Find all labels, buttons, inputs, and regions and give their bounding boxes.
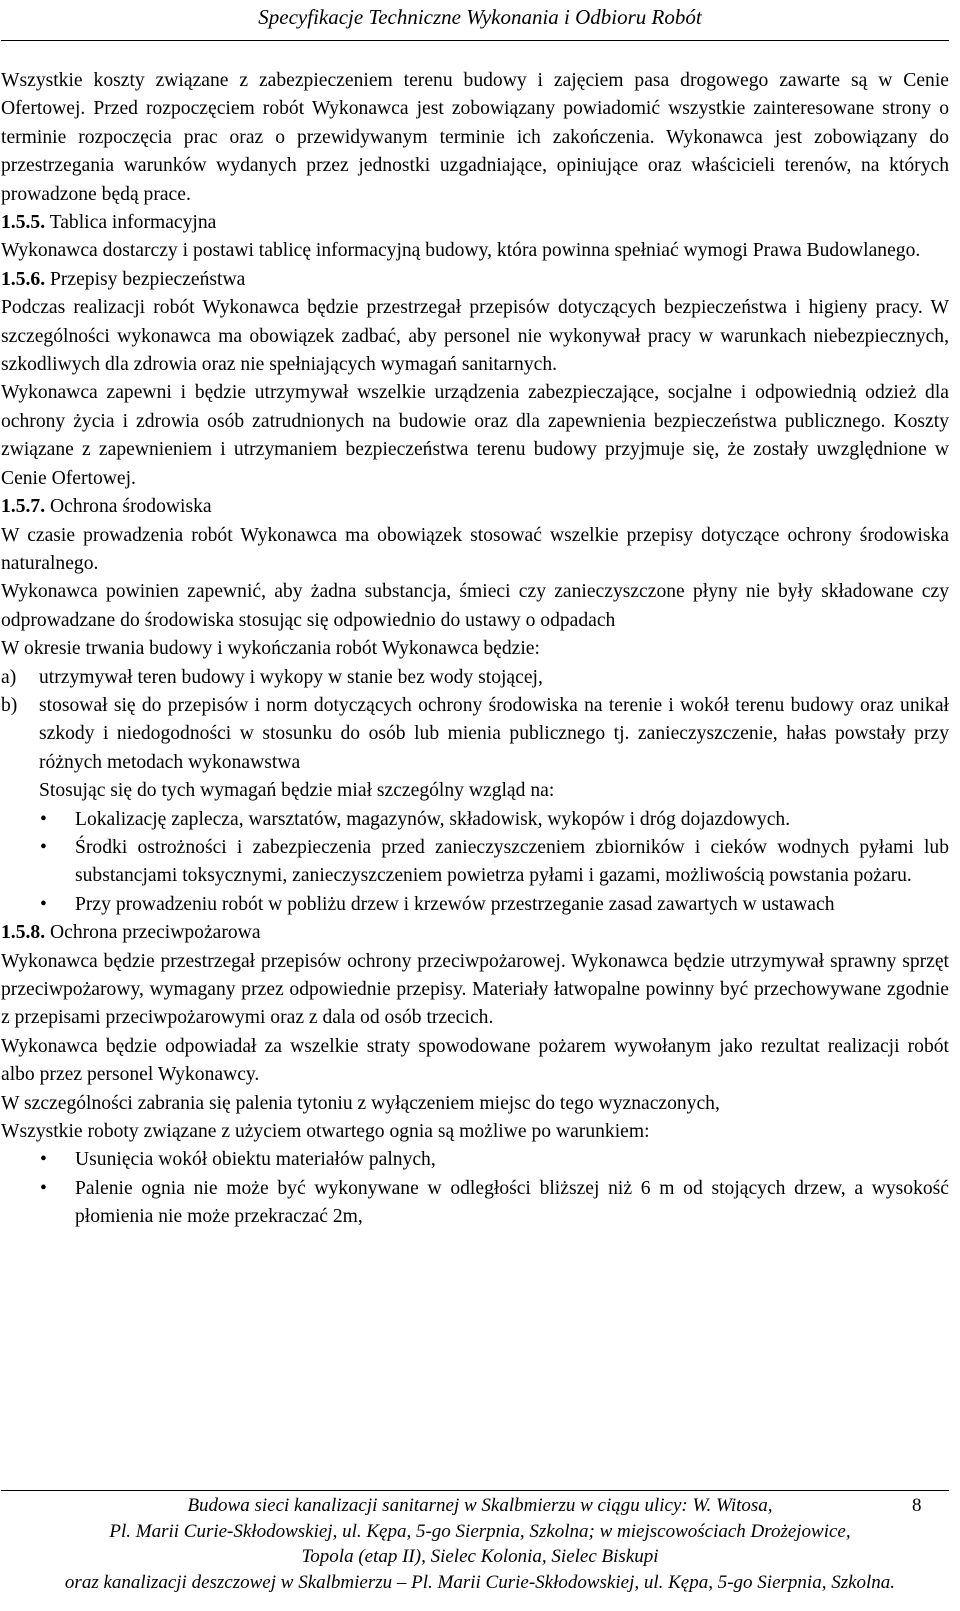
section-number: 1.5.7.	[1, 496, 46, 518]
list-item-text: stosował się do przepisów i norm dotyczących ochrony środowiska na terenie i wokół terenu budowy oraz unikał szkody i niedogodności w stosunku do osób lub mienia publicznego tj. zanieczyszczenie, hałas powstały przy różnych metodach wykonawstwa	[39, 694, 949, 773]
bullet-item	[1, 1175, 949, 1232]
bullet-icon: •	[40, 1177, 47, 1199]
list-marker: b)	[1, 694, 18, 716]
list-marker: a)	[1, 666, 17, 688]
bullet-item	[1, 891, 949, 919]
paragraph: Wszystkie roboty związane z użyciem otwartego ognia są możliwe po warunkiem:	[1, 1121, 650, 1143]
bullet-icon: •	[40, 893, 47, 915]
bullet-icon: •	[40, 836, 47, 858]
section-title: Tablica informacyjna	[45, 212, 217, 234]
paragraph: Wykonawca będzie odpowiadał za wszelkie straty spowodowane pożarem wywołanym jako rezultat realizacji robót albo przez personel Wykonawcy.	[1, 1035, 949, 1086]
page-number: 8	[912, 1495, 922, 1516]
bullet-item	[1, 834, 949, 891]
page-footer	[0, 1493, 960, 1595]
paragraph: Wykonawca dostarczy i postawi tablicę informacyjną budowy, która powinna spełniać wymogi Prawa Budowlanego.	[1, 240, 921, 262]
paragraph: Wykonawca zapewni i będzie utrzymywał wszelkie urządzenia zabezpieczające, socjalne i odpowiednią odzież dla ochrony życia i zdrowia osób zatrudnionych na budowie oraz dla zapewnienia bezpieczeństwa publicznego. Koszty związane z zapewnieniem i utrzymaniem bezpieczeństwa terenu budowy przyjmuje się, że zostały uwzględnione w Cenie Ofertowej.	[1, 382, 949, 489]
paragraph: Podczas realizacji robót Wykonawca będzie przestrzegał przepisów dotyczących bezpieczeństwa i higieny pracy. W szczególności wykonawca ma obowiązek zadbać, aby personel nie wykonywał pracy w warunkach niebezpiecznych, szkodliwych dla zdrowia oraz nie spełniających wymagań sanitarnych.	[1, 297, 949, 376]
list-item-text: utrzymywał teren budowy i wykopy w stanie bez wody stojącej,	[39, 666, 543, 688]
section-title: Ochrona przeciwpożarowa	[45, 922, 261, 944]
section-title: Przepisy bezpieczeństwa	[45, 268, 246, 290]
list-item-a	[1, 664, 949, 692]
paragraph: W czasie prowadzenia robót Wykonawca ma obowiązek stosować wszelkie przepisy dotyczące ochrony środowiska naturalnego.	[1, 524, 949, 574]
bullet-icon: •	[40, 1149, 47, 1171]
list-item-b	[1, 692, 949, 777]
header-divider	[1, 40, 949, 41]
section-title: Ochrona środowiska	[45, 496, 212, 518]
section-number: 1.5.8.	[1, 922, 46, 944]
section-heading-1-5-5	[1, 209, 949, 237]
bullet-item	[1, 1146, 949, 1174]
paragraph: Wykonawca powinien zapewnić, aby żadna substancja, śmieci czy zanieczyszczone płyny nie były składowane czy odprowadzane do środowiska stosując się odpowiednio do ustawy o odpadach	[1, 581, 949, 631]
paragraph: W szczególności zabrania się palenia tytoniu z wyłączeniem miejsc do tego wyznaczonych,	[1, 1092, 720, 1114]
section-heading-1-5-6	[1, 266, 949, 294]
section-heading-1-5-7	[1, 493, 949, 521]
section-number: 1.5.5.	[1, 212, 46, 234]
paragraph: W okresie trwania budowy i wykończania robót Wykonawca będzie:	[1, 638, 540, 660]
page-header: Specyfikacje Techniczne Wykonania i Odbioru Robót	[258, 5, 702, 29]
bullet-text: Przy prowadzeniu robót w pobliżu drzew i krzewów przestrzeganie zasad zawartych w ustawach	[75, 893, 835, 915]
paragraph: Wykonawca będzie przestrzegał przepisów ochrony przeciwpożarowej. Wykonawca będzie utrzymywał sprawny sprzęt przeciwpożarowy, wymagany przez odpowiednie przepisy. Materiały łatwopalne powinny być przechowywane zgodnie z przepisami przeciwpożarowymi oraz z dala od osób trzecich.	[1, 950, 949, 1029]
bullet-icon: •	[40, 808, 47, 830]
footer-line: Budowa sieci kanalizacji sanitarnej w Skalbmierzu w ciągu ulicy: W. Witosa,	[187, 1495, 773, 1516]
footer-divider	[1, 1490, 949, 1491]
section-heading-1-5-8	[1, 919, 949, 947]
bullet-item	[1, 806, 949, 834]
footer-line: Pl. Marii Curie-Skłodowskiej, ul. Kępa, 5-go Sierpnia, Szkolna; w miejscowościach Drożejowice,	[109, 1520, 851, 1542]
bullet-text: Usunięcia wokół obiektu materiałów palnych,	[75, 1149, 436, 1171]
section-number: 1.5.6.	[1, 268, 46, 290]
paragraph: Wszystkie koszty związane z zabezpieczeniem terenu budowy i zajęciem pasa drogowego zawarte są w Cenie Ofertowej. Przed rozpoczęciem robót Wykonawca jest zobowiązany powiadomić wszystkie zainteresowane strony o terminie rozpoczęcia prac oraz o przewidywanym terminie ich zakończenia. Wykonawca jest zobowiązany do przestrzegania warunków wydanych przez jednostki uzgadniające, opiniujące oraz właścicieli terenów, na których prowadzone będą prace.	[1, 70, 949, 205]
footer-line: Topola (etap II), Sielec Kolonia, Sielec Biskupi	[301, 1546, 659, 1567]
bullet-text: Środki ostrożności i zabezpieczenia przed zanieczyszczeniem zbiorników i cieków wodnych pyłami lub substancjami toksycznymi, zanieczyszczeniem powietrza pyłami i gazami, możliwością powstania pożaru.	[75, 836, 949, 887]
bullet-text: Palenie ognia nie może być wykonywane w odległości bliższej niż 6 m od stojących drzew, a wysokość płomienia nie może przekraczać 2m,	[75, 1177, 949, 1228]
bullet-text: Lokalizację zaplecza, warsztatów, magazynów, składowisk, wykopów i dróg dojazdowych.	[75, 808, 791, 830]
list-item-continuation: Stosując się do tych wymagań będzie miał szczególny wzgląd na:	[39, 780, 555, 802]
footer-line: oraz kanalizacji deszczowej w Skalbmierzu – Pl. Marii Curie-Skłodowskiej, ul. Kępa, 5-go Sierpnia, Szkolna.	[64, 1571, 896, 1593]
document-body	[1, 67, 949, 1232]
